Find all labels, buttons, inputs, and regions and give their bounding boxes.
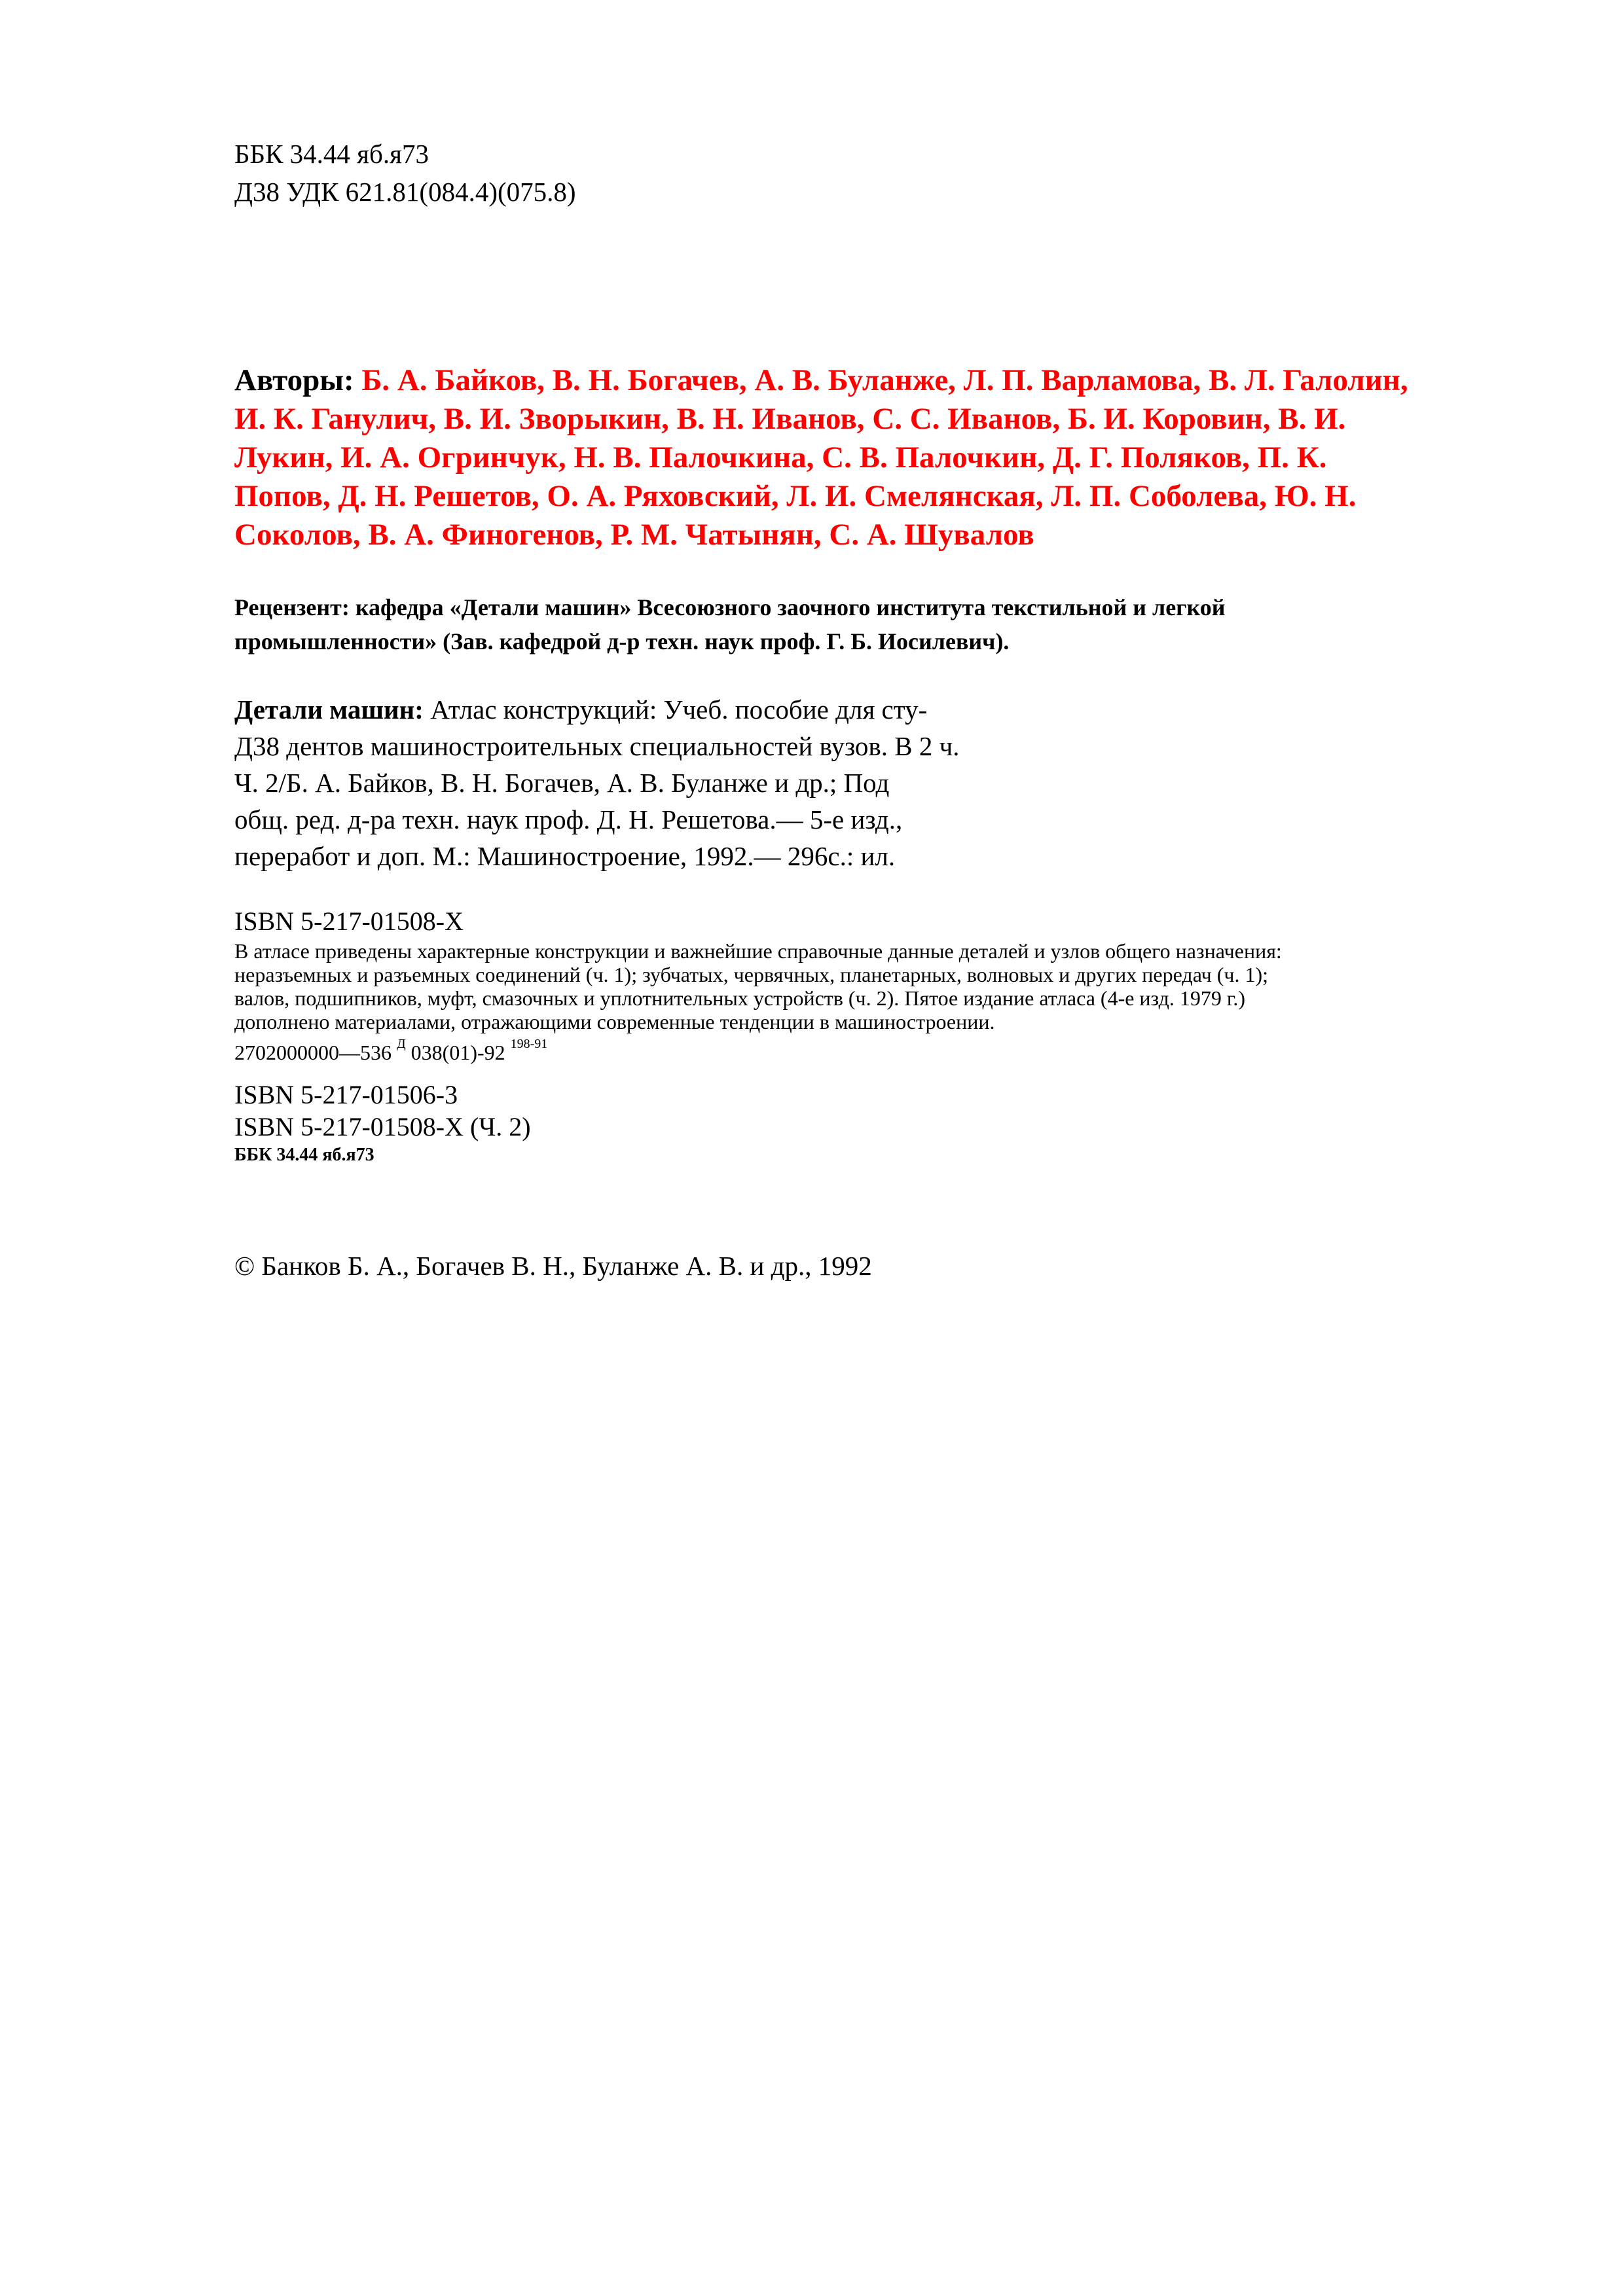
authors-names-1: Б. А. Байков, В. Н. Богачев, А. В. Буланже, Л. П. Варламова, В. Л. Галолин,	[361, 363, 1408, 397]
isbn-set: ISBN 5-217-01506-3	[234, 1080, 458, 1109]
annotation-line-1: В атласе приведены характерные конструкции и важнейшие справочные данные деталей и узлов общего назначения:	[234, 939, 1282, 963]
authors-block	[234, 361, 1511, 554]
authors-label: Авторы:	[234, 363, 354, 397]
authors-names-4: Попов, Д. Н. Решетов, О. А. Ряховский, Л. И. Смелянская, Л. П. Соболева, Ю. Н.	[234, 479, 1357, 513]
code-mid: 038(01)-92	[410, 1041, 505, 1064]
authors-names-2: И. К. Ганулич, В. И. Зворыкин, В. Н. Иванов, С. С. Иванов, Б. И. Коровин, В. И.	[234, 402, 1346, 436]
code-main: 2702000000—536	[234, 1041, 392, 1064]
book-line-3: Ч. 2/Б. А. Байков, В. Н. Богачев, А. В. Буланже и др.; Под	[234, 768, 890, 798]
isbn-part: ISBN 5-217-01508-X (Ч. 2)	[234, 1112, 531, 1141]
book-subtitle: Атлас конструкций: Учеб. пособие для сту-	[430, 694, 928, 725]
isbn-main: ISBN 5-217-01508-X	[234, 906, 464, 936]
annotation-block	[234, 939, 1282, 1033]
authors-line-1	[234, 361, 1511, 400]
authors-names-3: Лукин, И. А. Огринчук, Н. В. Палочкина, С. В. Палочкин, Д. Г. Поляков, П. К.	[234, 440, 1327, 475]
reviewer-line-2: промышленности» (Зав. кафедрой д-р техн. наук проф. Г. Б. Иосилевич).	[234, 628, 1010, 655]
book-line-1	[234, 691, 927, 728]
bbk-bold: ББК 34.44 яб.я73	[234, 1145, 374, 1165]
annotation-line-4: дополнено материалами, отражающими современные тенденции в машиностроении.	[234, 1010, 995, 1033]
code-sup-1: Д	[397, 1037, 406, 1051]
book-line-4: общ. ред. д-ра техн. наук проф. Д. Н. Решетова.— 5-е изд.,	[234, 804, 903, 834]
book-line-5: переработ и доп. М.: Машиностроение, 1992.— 296с.: ил.	[234, 841, 896, 871]
annotation-line-3: валов, подшипников, муфт, смазочных и уплотнительных устройств (ч. 2). Пятое издание атласа (4-е изд. 1979 г.)	[234, 986, 1246, 1010]
reviewer-line-1: Рецензент: кафедра «Детали машин» Всесоюзного заочного института текстильной и легкой	[234, 594, 1226, 620]
book-line-2: Д38 дентов машиностроительных специальностей вузов. В 2 ч.	[234, 731, 960, 761]
authors-names-5: Соколов, В. А. Финогенов, Р. М. Чатынян, С. А. Шувалов	[234, 518, 1034, 552]
reviewer-block	[234, 590, 1226, 658]
classification-bbk: ББК 34.44 яб.я73	[234, 139, 429, 169]
copyright: © Банков Б. А., Богачев В. Н., Буланже А. В. и др., 1992	[234, 1251, 872, 1281]
publication-code	[234, 1037, 548, 1065]
annotation-line-2: неразъемных и разъемных соединений (ч. 1); зубчатых, червячных, планетарных, волновых и других передач (ч. 1);	[234, 963, 1268, 986]
book-title: Детали машин:	[234, 694, 424, 725]
code-sup-2: 198-91	[510, 1037, 548, 1051]
classification-udk: Д38 УДК 621.81(084.4)(075.8)	[234, 177, 576, 207]
